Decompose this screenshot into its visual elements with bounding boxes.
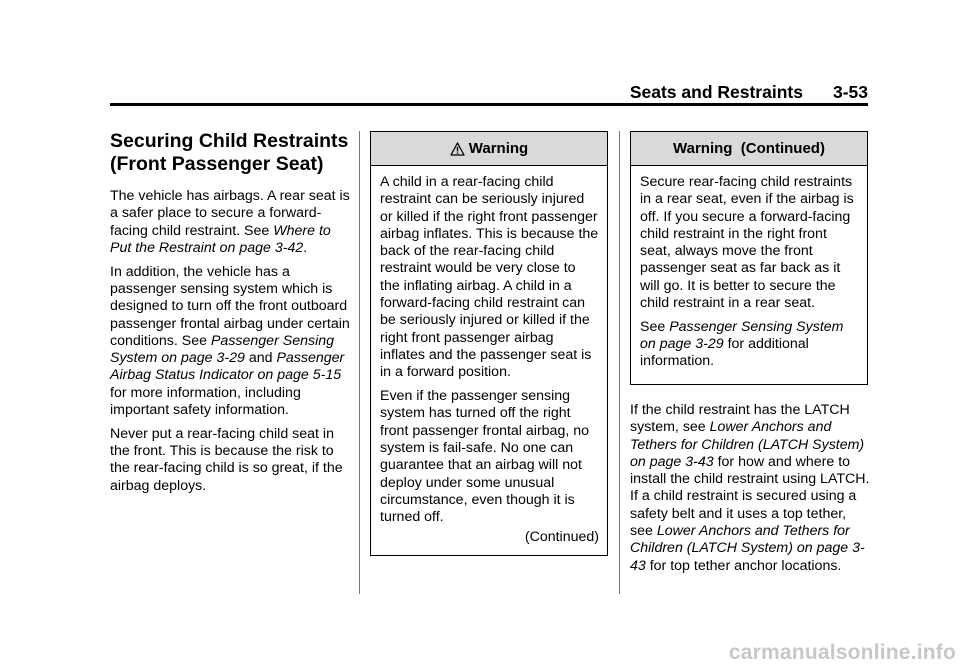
column-divider-right <box>619 131 620 594</box>
paragraph-latch: If the child restraint has the LATCH system, see Lower Anchors and Tethers for Children (LATCH System) on page 3-43 for how and where to install the child restraint using LATCH. If a child restraint is secured using a safety belt and it uses a top tether, see Lower Anchors and Tethers for Children (LATCH System) on page 3-43 for top tether anchor locations. <box>630 402 870 574</box>
warning-continued-box <box>630 131 868 385</box>
warning-paragraph: Even if the passenger sensing system has turned off the right front passenger frontal airbag, no system is fail-safe. No one can guarantee that an airbag will not deploy under some unusual circumstance, even though it is turned off. <box>380 388 590 526</box>
cross-reference-link[interactable]: Passenger Sensing System on page 3-29 <box>110 332 335 367</box>
watermark: carmanualsonline.info <box>728 641 956 664</box>
cross-reference-link[interactable]: Passenger Sensing System on page 3-29 <box>640 318 844 353</box>
page-header <box>110 82 868 102</box>
warning-title: Warning <box>468 139 529 157</box>
cross-reference-link[interactable]: Passenger Airbag Status Indicator on page 5-15 <box>110 350 345 384</box>
warning-header <box>371 132 607 166</box>
warning-continued-body <box>631 166 867 381</box>
cross-reference-link[interactable]: Lower Anchors and Tethers for Children (LATCH System) on page 3-43 <box>630 523 865 574</box>
warning-paragraph: A child in a rear-facing child restraint can be seriously injured or killed if the right front passenger airbag inflates. This is because the back of the rear-facing child restraint would be very close to the inflating airbag. A child in a forward-facing child restraint can be seriously injured or killed if the right front passenger airbag inflates and the passenger seat is in a forward position. <box>380 174 599 381</box>
warning-continued-title: Warning (Continued) <box>673 139 825 157</box>
warning-box <box>370 131 608 556</box>
section-title: Seats and Restraints <box>629 82 803 102</box>
cross-reference-link[interactable]: Lower Anchors and Tethers for Children (LATCH System) on page 3-43 <box>630 419 865 470</box>
section-heading: Securing Child Restraints (Front Passenger Seat) <box>110 130 349 175</box>
warning-body <box>371 166 607 550</box>
paragraph-sensing-system: In addition, the vehicle has a passenger sensing system which is designed to turn off the front outboard passenger frontal airbag under certain conditions. See Passenger Sensing System on page 3-29 and Passenger Airbag Status Indicator on page 5-15 for more information, including important safety information. <box>110 263 350 419</box>
right-column <box>630 402 870 581</box>
warning-continued-header <box>631 132 867 166</box>
header-rule <box>110 103 868 106</box>
paragraph-airbags: The vehicle has airbags. A rear seat is a safer place to secure a forward-facing child restraint. See Where to Put the Restraint on page 3-42. <box>110 188 350 256</box>
warning-paragraph: Secure rear-facing child restraints in a rear seat, even if the airbag is off. If you secure a forward-facing child restraint in the right front seat, always move the front passenger seat as far back as it will go. It is better to secure the child restraint in a rear seat. <box>640 174 854 312</box>
warning-triangle-icon <box>450 142 465 156</box>
continued-label: (Continued) <box>524 528 599 545</box>
left-column <box>110 130 350 502</box>
page-number: 3-53 <box>832 82 868 102</box>
column-divider-left <box>359 131 360 594</box>
paragraph-rear-facing: Never put a rear-facing child seat in the front. This is because the risk to the rear-facing child is so great, if the airbag deploys. <box>110 425 343 494</box>
cross-reference-link[interactable]: Where to Put the Restraint on page 3-42 <box>110 222 331 256</box>
warning-paragraph: See Passenger Sensing System on page 3-29 for additional information. <box>640 318 844 370</box>
